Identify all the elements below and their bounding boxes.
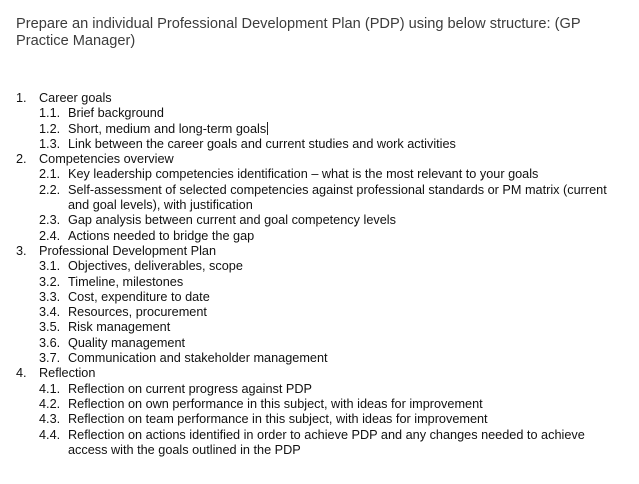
list-item [39,275,626,290]
subsection-list [16,106,626,152]
section-title: Competencies overview [39,152,174,167]
item-number: 4.3. [39,412,61,427]
list-item [39,122,626,137]
list-item [39,351,626,366]
item-number: 3.7. [39,351,61,366]
subsection-list [16,167,626,243]
item-text: Reflection on own performance in this subject, with ideas for improvement [68,396,483,411]
list-item [39,213,626,228]
list-item [39,412,626,427]
section-number: 1. [16,91,27,105]
item-number: 4.1. [39,381,61,396]
intro-paragraph: Prepare an individual Professional Development Plan (PDP) using below structure: (GP Practice Manager) [16,16,581,49]
item-number: 4.4. [39,427,61,442]
list-item [39,336,626,351]
item-number: 2.2. [39,182,61,197]
item-text: Risk management [68,320,171,335]
list-item [39,305,626,320]
item-text: Reflection on current progress against PDP [68,381,313,396]
item-number: 3.4. [39,305,61,320]
item-text: Key leadership competencies identification – what is the most relevant to your goals [68,167,539,182]
item-text: Objectives, deliverables, scope [68,259,243,274]
section-professional-development-plan [16,244,626,366]
item-number: 2.3. [39,213,61,228]
subsection-list [16,259,626,366]
list-item [39,229,626,244]
list-item [39,290,626,305]
item-number: 1.2. [39,121,61,136]
section-title: Career goals [39,91,112,105]
item-number: 1.3. [39,136,61,151]
item-text[interactable]: Short, medium and long-term goals [68,121,267,136]
item-text: Link between the career goals and current studies and work activities [68,136,456,151]
item-text: Actions needed to bridge the gap [68,228,255,243]
item-number: 3.6. [39,335,61,350]
list-item [39,167,626,182]
section-number: 2. [16,152,27,167]
list-item [39,397,626,412]
item-number: 3.2. [39,274,61,289]
item-number: 4.2. [39,396,61,411]
text-cursor [267,122,268,135]
item-number: 2.4. [39,228,61,243]
list-item [39,428,626,459]
item-text: Brief background [68,106,164,121]
item-text: Gap analysis between current and goal competency levels [68,213,396,228]
item-number: 3.3. [39,289,61,304]
subsection-list [16,382,626,458]
list-item [39,382,626,397]
section-title: Reflection [39,366,96,381]
pdp-outline [16,91,626,458]
list-item [39,183,626,214]
list-item [39,106,626,121]
item-number: 1.1. [39,106,61,121]
item-number: 3.1. [39,259,61,274]
item-text: Reflection on team performance in this subject, with ideas for improvement [68,412,488,427]
section-number: 4. [16,366,27,381]
item-number: 3.5. [39,320,61,335]
item-text: Cost, expenditure to date [68,289,210,304]
section-number: 3. [16,243,27,258]
section-career-goals [16,91,626,152]
list-item [39,259,626,274]
item-text: Quality management [68,335,186,350]
section-title: Professional Development Plan [39,243,217,258]
item-text: Reflection on actions identified in order to achieve PDP and any changes needed to achieve access with the goals outlined in the PDP [68,427,585,457]
section-competencies-overview [16,152,626,244]
item-number: 2.1. [39,167,61,182]
list-item [39,320,626,335]
item-text: Resources, procurement [68,305,207,320]
item-text: Self-assessment of selected competencies against professional standards or PM matrix (current and goal levels), with justification [68,182,607,213]
section-reflection [16,366,626,458]
item-text: Communication and stakeholder management [68,351,328,366]
item-text: Timeline, milestones [68,274,184,289]
list-item [39,137,626,152]
